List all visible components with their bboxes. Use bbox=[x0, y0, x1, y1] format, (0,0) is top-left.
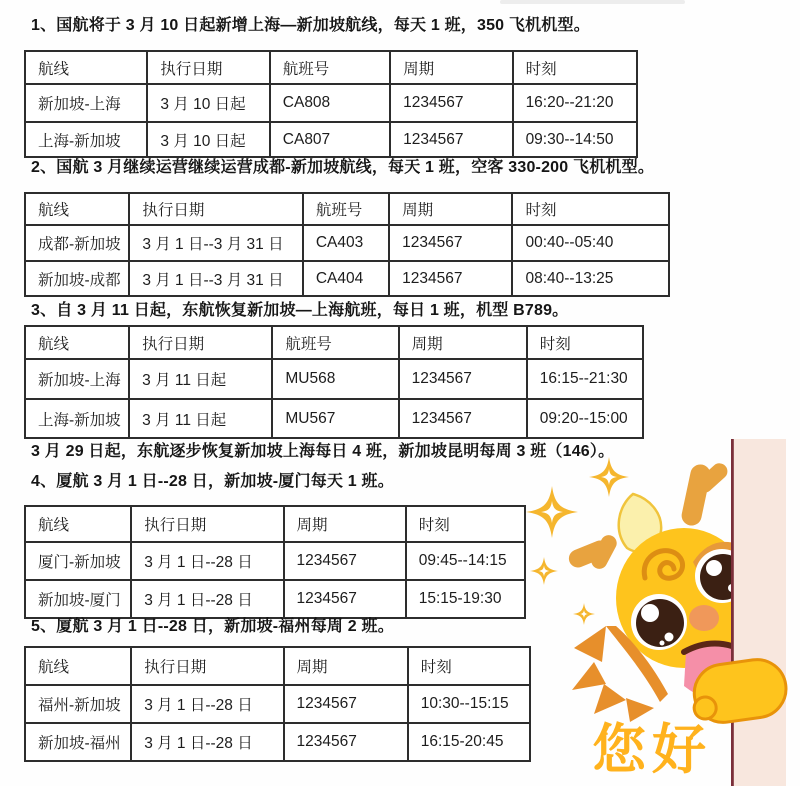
cell: 1234567 bbox=[284, 685, 408, 723]
cell: 新加坡-成都 bbox=[25, 261, 129, 296]
sparkle-icon bbox=[573, 603, 595, 625]
cell: MU567 bbox=[272, 399, 398, 438]
section-heading-4: 4、厦航 3 月 1 日--28 日，新加坡-厦门每天 1 班。 bbox=[31, 473, 394, 490]
cell: CA807 bbox=[270, 122, 390, 157]
sparkle-icon bbox=[526, 486, 578, 538]
cell: 3 月 1 日--28 日 bbox=[131, 542, 283, 580]
section-heading-2: 2、国航 3 月继续运营继续运营成都-新加坡航线，每天 1 班，空客 330-200 飞机机型。 bbox=[31, 159, 655, 176]
table-header-row bbox=[25, 647, 530, 685]
header-cell: 航班号 bbox=[270, 51, 390, 84]
cell: 09:45--14:15 bbox=[406, 542, 525, 580]
cell: CA808 bbox=[270, 84, 390, 122]
cell: 3 月 1 日--28 日 bbox=[131, 723, 283, 761]
table-header-row bbox=[25, 506, 525, 542]
cell: 1234567 bbox=[389, 225, 512, 261]
cell: 厦门-新加坡 bbox=[25, 542, 131, 580]
cell: 3 月 10 日起 bbox=[147, 122, 269, 157]
table-row bbox=[25, 580, 525, 618]
header-cell: 航线 bbox=[25, 506, 131, 542]
cell: CA404 bbox=[303, 261, 389, 296]
table-row bbox=[25, 723, 530, 761]
flight-table-5 bbox=[24, 646, 531, 762]
flight-table-1 bbox=[24, 50, 638, 158]
cell: CA403 bbox=[303, 225, 389, 261]
header-cell: 执行日期 bbox=[131, 647, 283, 685]
table-row bbox=[25, 359, 643, 399]
top-scan-artifact bbox=[500, 0, 685, 4]
table-row bbox=[25, 261, 669, 296]
section-heading-3: 3、自 3 月 11 日起，东航恢复新加坡—上海航班，每日 1 班，机型 B789。 bbox=[31, 302, 569, 319]
cell: 3 月 1 日--3 月 31 日 bbox=[129, 261, 303, 296]
header-cell: 时刻 bbox=[408, 647, 530, 685]
header-cell: 执行日期 bbox=[129, 326, 272, 359]
dragon-blush bbox=[689, 605, 719, 631]
table-header-row bbox=[25, 193, 669, 225]
wall-panel bbox=[731, 439, 786, 786]
header-cell: 执行日期 bbox=[129, 193, 303, 225]
cell: 3 月 11 日起 bbox=[129, 359, 272, 399]
header-cell: 执行日期 bbox=[147, 51, 269, 84]
cell: 1234567 bbox=[390, 122, 512, 157]
cell: 福州-新加坡 bbox=[25, 685, 131, 723]
cell: 3 月 10 日起 bbox=[147, 84, 269, 122]
table-row bbox=[25, 122, 637, 157]
header-cell: 航线 bbox=[25, 51, 147, 84]
cell: 3 月 1 日--28 日 bbox=[131, 580, 283, 618]
header-cell: 周期 bbox=[284, 506, 406, 542]
cell: 15:15-19:30 bbox=[406, 580, 525, 618]
header-cell: 周期 bbox=[389, 193, 512, 225]
dragon-eye bbox=[631, 594, 687, 650]
header-cell: 航班号 bbox=[272, 326, 398, 359]
cell: 16:15--21:30 bbox=[527, 359, 643, 399]
cell: MU568 bbox=[272, 359, 398, 399]
cell: 1234567 bbox=[284, 723, 408, 761]
sparkle-icon bbox=[589, 457, 629, 497]
header-cell: 周期 bbox=[390, 51, 512, 84]
cell: 1234567 bbox=[399, 399, 527, 438]
table-header-row bbox=[25, 51, 637, 84]
cell: 1234567 bbox=[390, 84, 512, 122]
cell: 上海-新加坡 bbox=[25, 122, 147, 157]
table-header-row bbox=[25, 326, 643, 359]
cell: 09:30--14:50 bbox=[513, 122, 637, 157]
cell: 新加坡-上海 bbox=[25, 359, 129, 399]
header-cell: 时刻 bbox=[512, 193, 669, 225]
table-row bbox=[25, 542, 525, 580]
cell: 16:20--21:20 bbox=[513, 84, 637, 122]
cell: 16:15-20:45 bbox=[408, 723, 530, 761]
header-cell: 航线 bbox=[25, 326, 129, 359]
cell: 1234567 bbox=[389, 261, 512, 296]
table-row bbox=[25, 225, 669, 261]
cell: 10:30--15:15 bbox=[408, 685, 530, 723]
cell: 09:20--15:00 bbox=[527, 399, 643, 438]
cell: 3 月 11 日起 bbox=[129, 399, 272, 438]
section-heading-5: 5、厦航 3 月 1 日--28 日，新加坡-福州每周 2 班。 bbox=[31, 618, 394, 635]
cell: 3 月 1 日--3 月 31 日 bbox=[129, 225, 303, 261]
flight-table-3 bbox=[24, 325, 644, 439]
cell: 1234567 bbox=[284, 580, 406, 618]
section-heading-1: 1、国航将于 3 月 10 日起新增上海—新加坡航线，每天 1 班，350 飞机机型。 bbox=[31, 17, 590, 34]
cell: 新加坡-福州 bbox=[25, 723, 131, 761]
header-cell: 航线 bbox=[25, 647, 131, 685]
greeting-text: 您好 bbox=[592, 720, 712, 780]
header-cell: 执行日期 bbox=[131, 506, 283, 542]
cell: 00:40--05:40 bbox=[512, 225, 669, 261]
cell: 08:40--13:25 bbox=[512, 261, 669, 296]
table-row bbox=[25, 685, 530, 723]
flight-table-2 bbox=[24, 192, 670, 297]
cell: 成都-新加坡 bbox=[25, 225, 129, 261]
mascot-sticker bbox=[515, 430, 800, 786]
header-cell: 时刻 bbox=[527, 326, 643, 359]
cell: 新加坡-上海 bbox=[25, 84, 147, 122]
header-cell: 时刻 bbox=[406, 506, 525, 542]
table-row bbox=[25, 84, 637, 122]
header-cell: 周期 bbox=[399, 326, 527, 359]
cell: 1234567 bbox=[399, 359, 527, 399]
header-cell: 航线 bbox=[25, 193, 129, 225]
header-cell: 周期 bbox=[284, 647, 408, 685]
flight-table-4 bbox=[24, 505, 526, 619]
cell: 1234567 bbox=[284, 542, 406, 580]
cell: 上海-新加坡 bbox=[25, 399, 129, 438]
header-cell: 航班号 bbox=[303, 193, 389, 225]
header-cell: 时刻 bbox=[513, 51, 637, 84]
cell: 新加坡-厦门 bbox=[25, 580, 131, 618]
cell: 3 月 1 日--28 日 bbox=[131, 685, 283, 723]
sparkle-icon bbox=[530, 557, 558, 585]
note-east-airlines: 3 月 29 日起，东航逐步恢复新加坡上海每日 4 班，新加坡昆明每周 3 班（146）。 bbox=[31, 443, 615, 460]
